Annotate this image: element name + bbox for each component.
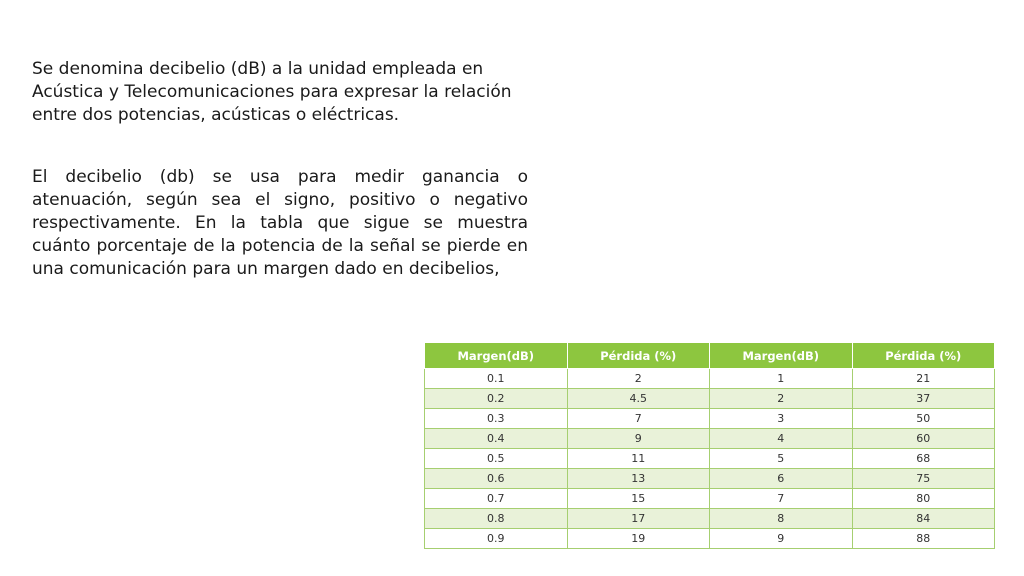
table-cell: 13 bbox=[567, 469, 710, 489]
table-cell: 88 bbox=[852, 529, 995, 549]
table-row bbox=[425, 449, 995, 469]
header-loss-percent: Pérdida (%) bbox=[567, 343, 710, 369]
table-cell: 0.8 bbox=[425, 509, 568, 529]
table-cell: 2 bbox=[567, 369, 710, 389]
table-cell: 7 bbox=[567, 409, 710, 429]
table-row bbox=[425, 509, 995, 529]
table-cell: 21 bbox=[852, 369, 995, 389]
table-cell: 5 bbox=[710, 449, 853, 469]
table-cell: 3 bbox=[710, 409, 853, 429]
table-cell: 84 bbox=[852, 509, 995, 529]
table-cell: 0.3 bbox=[425, 409, 568, 429]
table-row bbox=[425, 469, 995, 489]
table-cell: 15 bbox=[567, 489, 710, 509]
table-cell: 68 bbox=[852, 449, 995, 469]
table-cell: 4.5 bbox=[567, 389, 710, 409]
table-cell: 11 bbox=[567, 449, 710, 469]
header-margin-db-2: Margen(dB) bbox=[710, 343, 853, 369]
table-header-row bbox=[425, 343, 995, 369]
table-cell: 17 bbox=[567, 509, 710, 529]
table-cell: 0.5 bbox=[425, 449, 568, 469]
table-cell: 75 bbox=[852, 469, 995, 489]
table-cell: 0.1 bbox=[425, 369, 568, 389]
margin-loss-table bbox=[424, 342, 995, 549]
table-cell: 0.9 bbox=[425, 529, 568, 549]
table-cell: 7 bbox=[710, 489, 853, 509]
table-cell: 1 bbox=[710, 369, 853, 389]
table-cell: 0.4 bbox=[425, 429, 568, 449]
table-cell: 2 bbox=[710, 389, 853, 409]
table-cell: 80 bbox=[852, 489, 995, 509]
table-row bbox=[425, 489, 995, 509]
table-cell: 9 bbox=[710, 529, 853, 549]
explanation-paragraph: El decibelio (db) se usa para medir ganancia o atenuación, según sea el signo, positivo o negativo respectivamente. En la tabla que sigue se muestra cuánto porcentaje de la potencia de la señal se pierde en una comunicación para un margen dado en decibelios, bbox=[32, 167, 528, 279]
table-cell: 0.6 bbox=[425, 469, 568, 489]
table-cell: 0.2 bbox=[425, 389, 568, 409]
table-row bbox=[425, 389, 995, 409]
intro-paragraph: Se denomina decibelio (dB) a la unidad empleada en Acústica y Telecomunicaciones para expresar la relación entre dos potencias, acústicas o eléctricas. bbox=[32, 59, 512, 125]
table-cell: 8 bbox=[710, 509, 853, 529]
header-margin-db: Margen(dB) bbox=[425, 343, 568, 369]
table-cell: 6 bbox=[710, 469, 853, 489]
table-cell: 0.7 bbox=[425, 489, 568, 509]
table-cell: 19 bbox=[567, 529, 710, 549]
table-row bbox=[425, 369, 995, 389]
table-cell: 50 bbox=[852, 409, 995, 429]
table-row bbox=[425, 529, 995, 549]
table-cell: 4 bbox=[710, 429, 853, 449]
table-row bbox=[425, 409, 995, 429]
header-loss-percent-2: Pérdida (%) bbox=[852, 343, 995, 369]
table-cell: 37 bbox=[852, 389, 995, 409]
table-cell: 60 bbox=[852, 429, 995, 449]
table-cell: 9 bbox=[567, 429, 710, 449]
table-row bbox=[425, 429, 995, 449]
